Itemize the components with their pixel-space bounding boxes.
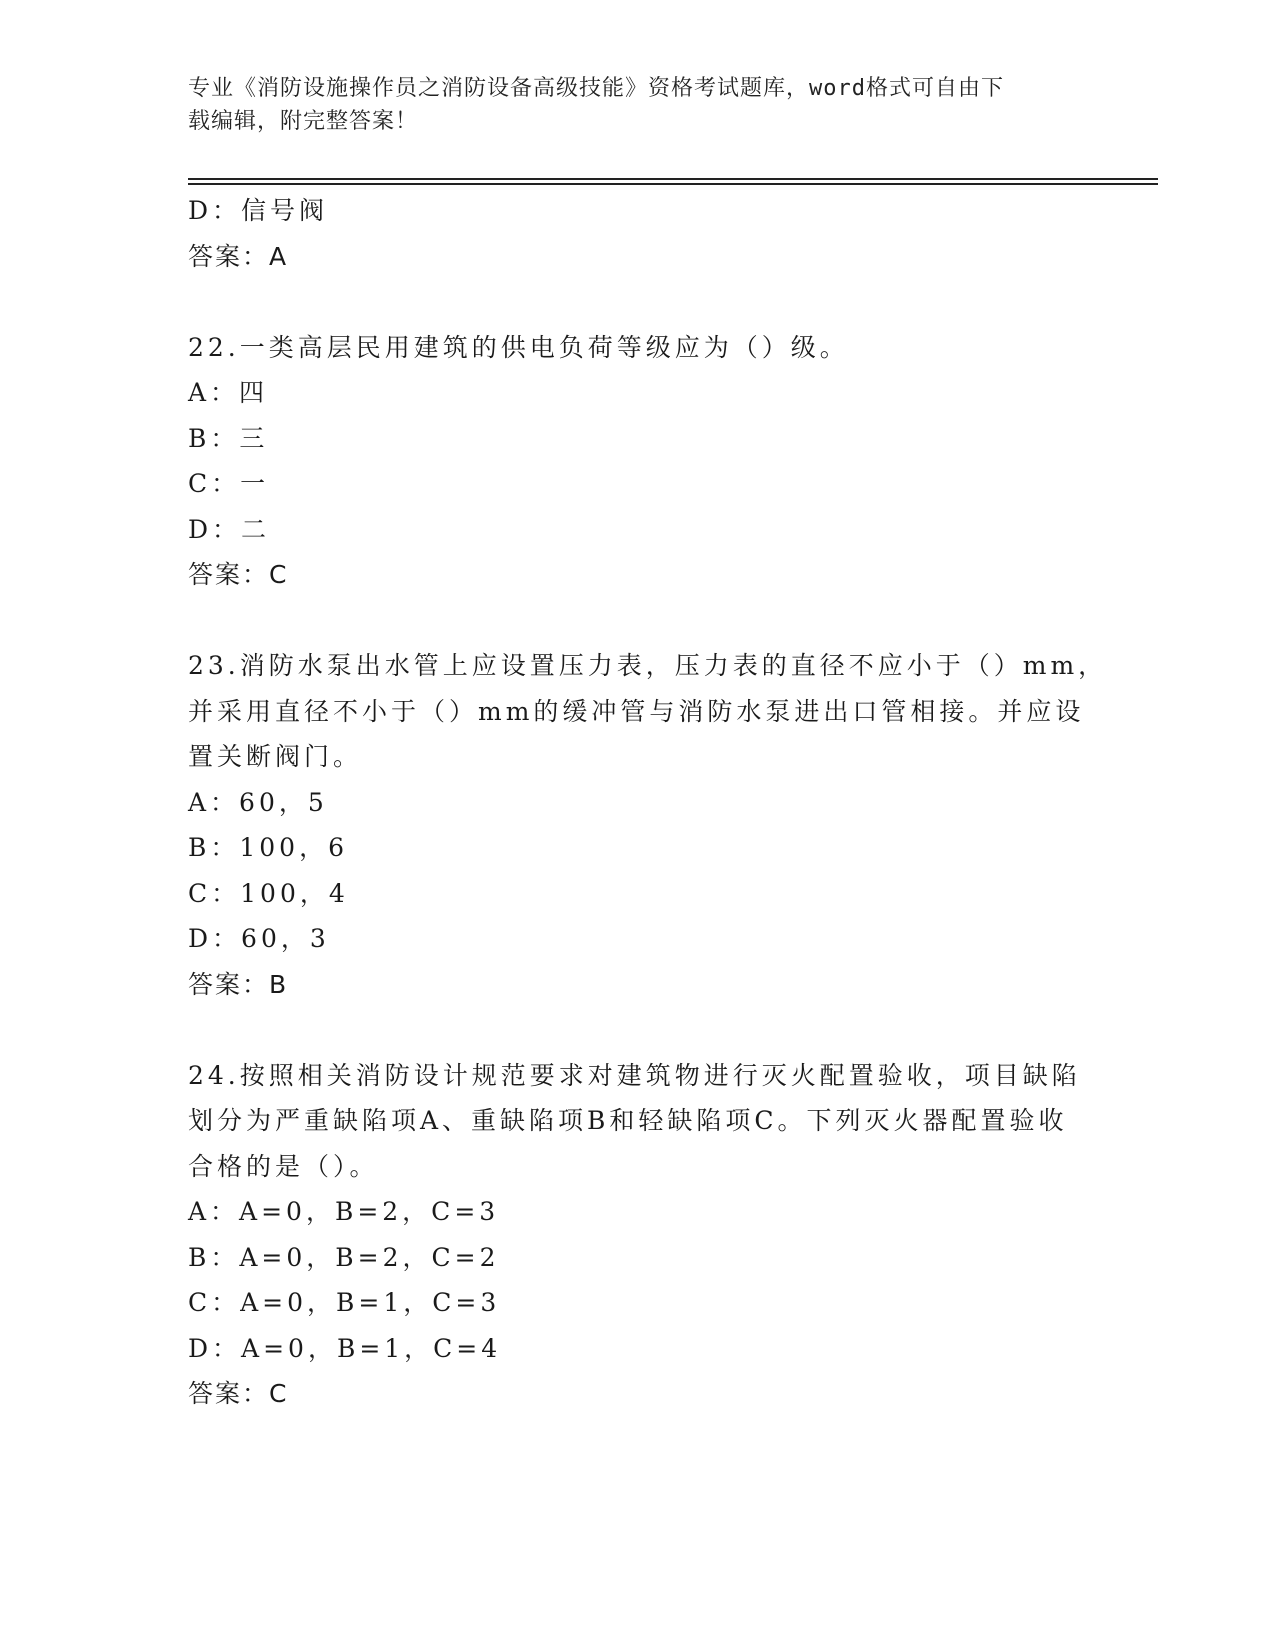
q24-option-b: B：A=0，B=2，C=2 — [188, 1242, 500, 1272]
q24-stem-line-1: 24.按照相关消防设计规范要求对建筑物进行灭火配置验收，项目缺陷 — [188, 1060, 1081, 1090]
q24-option-a: A：A=0，B=2，C=3 — [188, 1197, 500, 1226]
q23-option-b: B：100，6 — [188, 833, 348, 862]
spacer — [188, 279, 1088, 325]
q23-answer: 答案：B — [188, 969, 289, 999]
header-divider-top — [188, 178, 1158, 180]
q23-option-c: C：100，4 — [188, 878, 349, 908]
q23-stem-line-2: 并采用直径不小于（）mm的缓冲管与消防水泵进出口管相接。并应设 — [188, 696, 1085, 726]
question-content — [188, 188, 1108, 1417]
q22-stem: 22.一类高层民用建筑的供电负荷等级应为（）级。 — [188, 332, 849, 362]
q23-option-a: A：60，5 — [188, 787, 328, 817]
q22-answer: 答案：C — [188, 560, 289, 589]
q24-stem-line-3: 合格的是（）。 — [188, 1151, 379, 1181]
q24-answer: 答案：C — [188, 1379, 289, 1408]
q22-option-b: B：三 — [188, 423, 269, 453]
q22-option-a: A：四 — [188, 378, 269, 407]
header-divider-bottom — [188, 183, 1158, 185]
header-line-2: 载编辑，附完整答案！ — [188, 109, 419, 134]
q24-stem-line-2: 划分为严重缺陷项A、重缺陷项B和轻缺陷项C。下列灭火器配置验收 — [188, 1106, 1068, 1135]
spacer — [188, 598, 1088, 644]
document-header — [188, 72, 1068, 138]
q21-option-d: D：信号阀 — [188, 196, 329, 225]
q24-option-d: D：A=0，B=1，C=4 — [188, 1333, 502, 1363]
q22-option-d: D：二 — [188, 514, 271, 544]
q23-stem-line-1: 23.消防水泵出水管上应设置压力表，压力表的直径不应小于（）mm， — [188, 651, 1108, 680]
q22-option-c: C：一 — [188, 469, 270, 498]
q24-option-c: C：A=0，B=1，C=3 — [188, 1288, 501, 1317]
q21-answer: 答案：A — [188, 241, 289, 271]
q23-option-d: D：60，3 — [188, 924, 330, 953]
spacer — [188, 1007, 1088, 1053]
header-line-1: 专业《消防设施操作员之消防设备高级技能》资格考试题库，word格式可自由下 — [188, 76, 1004, 101]
q23-stem-line-3: 置关断阀门。 — [188, 742, 363, 771]
